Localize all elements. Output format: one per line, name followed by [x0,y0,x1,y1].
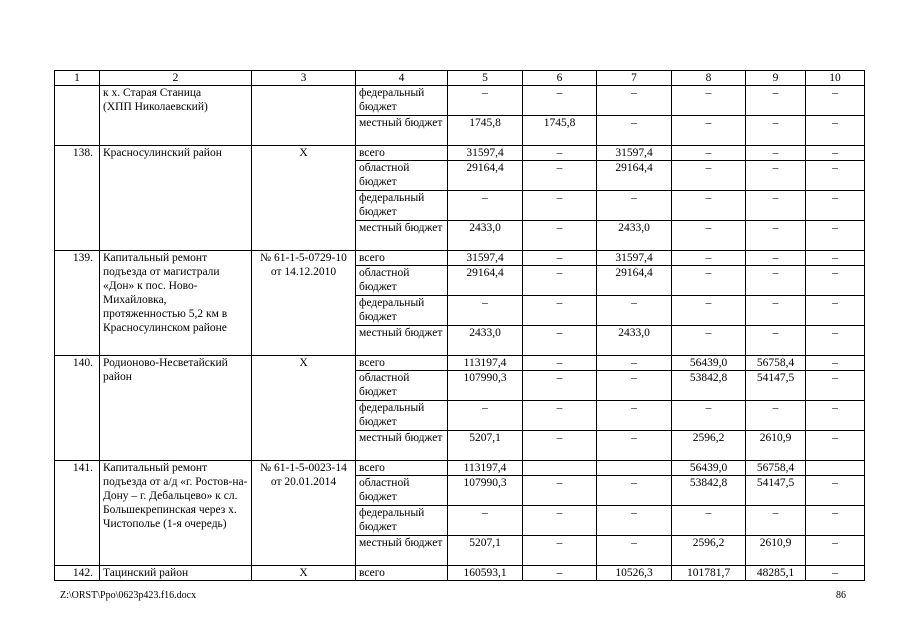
footer-page-number: 86 [836,590,846,601]
header-cell: 2 [100,71,252,86]
value-cell: – [746,161,806,191]
value-cell: 160593,1 [448,566,523,581]
value-cell: – [672,326,746,356]
item-name-cell: Капитальный ремонт подъезда от магистрали «Дон» к пос. Ново-Михайловка, протяженностью 5,2 км в Красносулинском районе [100,251,252,356]
value-cell: – [806,146,865,161]
budget-type-cell: областной бюджет [356,476,448,506]
value-cell [806,461,865,476]
value-cell: – [746,221,806,251]
value-cell [597,461,672,476]
value-cell: – [746,266,806,296]
table-row [55,146,865,161]
value-cell: – [806,116,865,146]
budget-table [54,70,865,581]
value-cell: – [806,506,865,536]
row-number-cell [55,86,100,146]
value-cell: 29164,4 [448,161,523,191]
row-number-cell: 139. [55,251,100,356]
value-cell: – [746,401,806,431]
value-cell: 2433,0 [448,221,523,251]
header-cell: 1 [55,71,100,86]
row-number-cell: 142. [55,566,100,581]
value-cell: 10526,3 [597,566,672,581]
budget-type-cell: федеральный бюджет [356,86,448,116]
header-cell: 7 [597,71,672,86]
value-cell: 5207,1 [448,536,523,566]
value-cell: 2610,9 [746,536,806,566]
item-name-cell: Родионово-Несветайский район [100,356,252,461]
value-cell: 1745,8 [523,116,597,146]
budget-type-cell: всего [356,566,448,581]
value-cell: – [523,506,597,536]
object-code-cell: № 61-1-5-0023-14 от 20.01.2014 [252,461,356,566]
object-code-cell [252,86,356,146]
value-cell: 31597,4 [448,251,523,266]
header-cell: 8 [672,71,746,86]
value-cell: 31597,4 [448,146,523,161]
value-cell: 54147,5 [746,476,806,506]
value-cell: 56758,4 [746,356,806,371]
value-cell: – [746,326,806,356]
value-cell: 2596,2 [672,431,746,461]
header-cell: 5 [448,71,523,86]
value-cell: 31597,4 [597,146,672,161]
value-cell: – [597,401,672,431]
header-cell: 10 [806,71,865,86]
value-cell: – [448,86,523,116]
table-row [55,251,865,266]
value-cell: – [597,296,672,326]
budget-type-cell: федеральный бюджет [356,191,448,221]
table-row [55,86,865,116]
value-cell: – [672,116,746,146]
value-cell: 101781,7 [672,566,746,581]
footer-file-path: Z:\ORST\Ppo\0623p423.f16.docx [60,590,197,601]
value-cell: 2596,2 [672,536,746,566]
value-cell: – [597,356,672,371]
header-row [55,71,865,86]
budget-type-cell: областной бюджет [356,266,448,296]
value-cell: – [806,476,865,506]
value-cell: – [672,251,746,266]
value-cell: – [746,146,806,161]
header-cell: 6 [523,71,597,86]
budget-type-cell: всего [356,461,448,476]
value-cell: – [672,191,746,221]
value-cell: – [523,221,597,251]
value-cell: – [806,191,865,221]
value-cell: 2433,0 [448,326,523,356]
table-row [55,356,865,371]
value-cell: – [523,431,597,461]
budget-type-cell: местный бюджет [356,431,448,461]
value-cell: – [523,161,597,191]
value-cell: 2610,9 [746,431,806,461]
value-cell: – [806,86,865,116]
row-number-cell: 141. [55,461,100,566]
value-cell: – [523,266,597,296]
item-name-cell: Красносулинский район [100,146,252,251]
value-cell: 107990,3 [448,476,523,506]
value-cell: – [597,116,672,146]
value-cell: – [597,536,672,566]
value-cell: – [523,476,597,506]
value-cell: – [806,431,865,461]
value-cell: – [597,476,672,506]
value-cell: – [672,506,746,536]
value-cell: – [806,356,865,371]
value-cell: 113197,4 [448,461,523,476]
budget-type-cell: местный бюджет [356,221,448,251]
value-cell: 48285,1 [746,566,806,581]
value-cell: – [806,266,865,296]
budget-type-cell: местный бюджет [356,116,448,146]
value-cell: 56758,4 [746,461,806,476]
value-cell: – [597,371,672,401]
value-cell: – [806,296,865,326]
value-cell: 107990,3 [448,371,523,401]
value-cell: – [806,326,865,356]
value-cell: 56439,0 [672,356,746,371]
budget-type-cell: федеральный бюджет [356,296,448,326]
value-cell: – [448,296,523,326]
value-cell: 113197,4 [448,356,523,371]
budget-type-cell: областной бюджет [356,371,448,401]
value-cell: – [523,326,597,356]
budget-type-cell: всего [356,356,448,371]
value-cell: – [523,371,597,401]
object-code-cell: Х [252,146,356,251]
value-cell: – [806,566,865,581]
value-cell: – [597,86,672,116]
value-cell: – [672,296,746,326]
value-cell: – [806,221,865,251]
value-cell: – [597,191,672,221]
budget-type-cell: всего [356,146,448,161]
value-cell: – [806,371,865,401]
value-cell: – [523,146,597,161]
value-cell: 29164,4 [597,266,672,296]
value-cell [523,461,597,476]
value-cell: 53842,8 [672,476,746,506]
value-cell: – [746,86,806,116]
value-cell: – [746,116,806,146]
value-cell: – [746,296,806,326]
value-cell: 29164,4 [597,161,672,191]
value-cell: – [746,251,806,266]
object-code-cell: Х [252,566,356,581]
value-cell: 56439,0 [672,461,746,476]
value-cell: – [806,161,865,191]
value-cell: 5207,1 [448,431,523,461]
value-cell: – [448,401,523,431]
value-cell: – [523,86,597,116]
item-name-cell: к х. Старая Станица (ХПП Николаевский) [100,86,252,146]
header-cell: 3 [252,71,356,86]
budget-type-cell: областной бюджет [356,161,448,191]
table-row [55,461,865,476]
value-cell: 31597,4 [597,251,672,266]
value-cell: – [523,191,597,221]
value-cell: – [523,251,597,266]
value-cell: – [448,191,523,221]
value-cell: – [672,221,746,251]
budget-type-cell: федеральный бюджет [356,401,448,431]
value-cell: – [806,251,865,266]
value-cell: – [597,506,672,536]
value-cell: – [672,86,746,116]
row-number-cell: 138. [55,146,100,251]
object-code-cell: № 61-1-5-0729-10 от 14.12.2010 [252,251,356,356]
value-cell: 1745,8 [448,116,523,146]
value-cell: – [523,401,597,431]
budget-type-cell: местный бюджет [356,326,448,356]
value-cell: – [523,566,597,581]
value-cell: – [806,536,865,566]
value-cell: – [672,401,746,431]
item-name-cell: Тацинский район [100,566,252,581]
value-cell: – [448,506,523,536]
budget-type-cell: местный бюджет [356,536,448,566]
value-cell: – [746,191,806,221]
row-number-cell: 140. [55,356,100,461]
value-cell: – [672,146,746,161]
value-cell: – [523,536,597,566]
budget-type-cell: федеральный бюджет [356,506,448,536]
value-cell: – [672,161,746,191]
value-cell: – [672,266,746,296]
value-cell: 53842,8 [672,371,746,401]
header-cell: 4 [356,71,448,86]
object-code-cell: Х [252,356,356,461]
value-cell: 29164,4 [448,266,523,296]
value-cell: 54147,5 [746,371,806,401]
budget-type-cell: всего [356,251,448,266]
table-row [55,566,865,581]
value-cell: – [523,296,597,326]
value-cell: – [597,431,672,461]
value-cell: 2433,0 [597,221,672,251]
item-name-cell: Капитальный ремонт подъезда от а/д «г. Ростов-на-Дону – г. Дебальцево» к сл. Большекрепинская через х. Чистополье (1-я очередь) [100,461,252,566]
value-cell: – [523,356,597,371]
value-cell: – [806,401,865,431]
value-cell: 2433,0 [597,326,672,356]
value-cell: – [746,506,806,536]
header-cell: 9 [746,71,806,86]
